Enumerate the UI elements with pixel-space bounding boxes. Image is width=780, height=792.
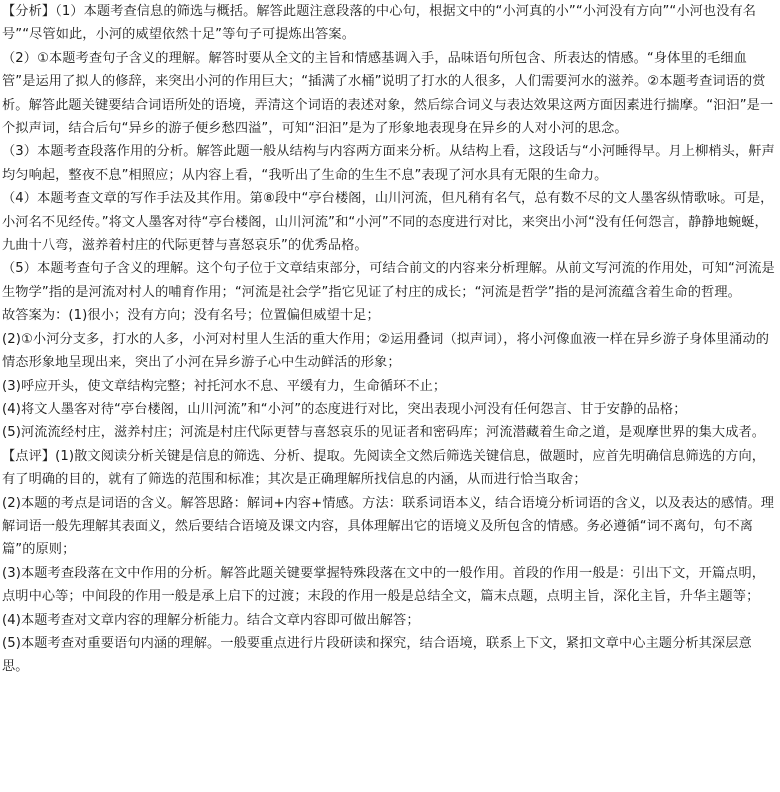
analysis-paragraph-1: 【分析】（1）本题考查信息的筛选与概括。解答此题注意段落的中心句，根据文中的“小河真的小”“小河没有方向”“小河也没有名号”“尽管如此，小河的威望依然十足”等句子可提炼出答案。 xyxy=(2,4,757,43)
comment-paragraph-4: (4)本题考查对文章内容的理解分析能力。结合文章内容即可做出解答； xyxy=(2,612,420,628)
answer-item-4: (4)将文人墨客对待“亭台楼阁，山川河流”和“小河”的态度进行对比，突出表现小河没有任何怨言、甘于安静的品格； xyxy=(2,401,687,417)
comment-paragraph-2: (2)本题的考点是词语的含义。解答思路：解词+内容+情感。方法：联系词语本义，结合语境分析词语的含义，以及表达的感情。理解词语一般先理解其表面义，然后要结合语境及课文内容，具体理解出它的语境义及所包含的情感。务必遵循“词不离句，句不离篇”的原则； xyxy=(2,495,775,558)
analysis-paragraph-4: （4）本题考查文章的写作手法及其作用。第⑧段中“亭台楼阁，山川河流，但凡稍有名气，总有数不尽的文人墨客纵情歌咏。可是，小河名不见经传。”将文人墨客对待“亭台楼阁，山川河流”和“小河”不同的态度进行对比，来突出小河“没有任何怨言，静静地蜿蜒，九曲十八弯，滋养着村庄的代际更替与喜怒哀乐”的优秀品格。 xyxy=(2,191,774,254)
analysis-paragraph-3: （3）本题考查段落作用的分析。解答此题一般从结构与内容两方面来分析。从结构上看，这段话与“小河睡得早。月上柳梢头，鼾声均匀响起，整夜不息”相照应；从内容上看，“我听出了生命的生生不息”表现了河水具有无限的生命力。 xyxy=(2,144,775,183)
analysis-paragraph-2: （2）①本题考查句子含义的理解。解答时要从全文的主旨和情感基调入手，品味语句所包含、所表达的情感。“身体里的毛细血管”是运用了拟人的修辞，来突出小河的作用巨大；“插满了水桶”说明了打水的人很多，人们需要河水的滋养。②本题考查词语的赏析。解答此题关键要结合词语所处的语境，弄清这个词语的表述对象，然后综合词义与表达效果这两方面因素进行揣摩。“汩汩”是一个拟声词，结合后句“异乡的游子便乡愁四溢”，可知“汩汩”是为了形象地表现身在异乡的人对小河的思念。 xyxy=(2,50,774,137)
answer-item-2: (2)①小河分支多，打水的人多，小河对村里人生活的重大作用；②运用叠词（拟声词），将小河像血液一样在异乡游子身体里涌动的情态形象地呈现出来，突出了小河在异乡游子心中生动鲜活的形象； xyxy=(2,331,770,371)
answer-item-5: (5)河流流经村庄，滋养村庄；河流是村庄代际更替与喜怒哀乐的见证者和密码库；河流潜藏着生命之道，是观摩世界的集大成者。 xyxy=(2,425,766,441)
answer-item-3: (3)呼应开头，使文章结构完整；衬托河水不息、平缓有力，生命循环不止； xyxy=(2,378,447,394)
analysis-paragraph-5: （5）本题考查句子含义的理解。这个句子位于文章结束部分，可结合前文的内容来分析理解。从前文写河流的作用处，可知“河流是生物学”指的是河流对村人的哺育作用；“河流是社会学”指它见证了村庄的成长；“河流是哲学”指的是河流蕴含着生命的哲理。 xyxy=(2,261,775,300)
comment-paragraph-5: (5)本题考查对重要语句内涵的理解。一般要重点进行片段研读和探究，结合语境，联系上下文，紧扣文章中心主题分析其深层意思。 xyxy=(2,635,752,675)
comment-paragraph-1: 【点评】(1)散文阅读分析关键是信息的筛选、分析、提取。先阅读全文然后筛选关键信息，做题时，应首先明确信息筛选的方向，有了明确的目的，就有了筛选的范围和标准；其次是正确理解所找信息的内涵，从而进行恰当取舍； xyxy=(2,448,766,488)
answer-intro: 故答案为：(1)很小；没有方向；没有名号；位置偏但威望十足； xyxy=(2,308,380,324)
comment-paragraph-3: (3)本题考查段落在文中作用的分析。解答此题关键要掌握特殊段落在文中的一般作用。首段的作用一般是：引出下文，开篇点明，点明中心等；中间段的作用一般是承上启下的过渡；末段的作用一般是总结全文，篇末点题，点明主旨，深化主旨，升华主题等； xyxy=(2,565,766,605)
